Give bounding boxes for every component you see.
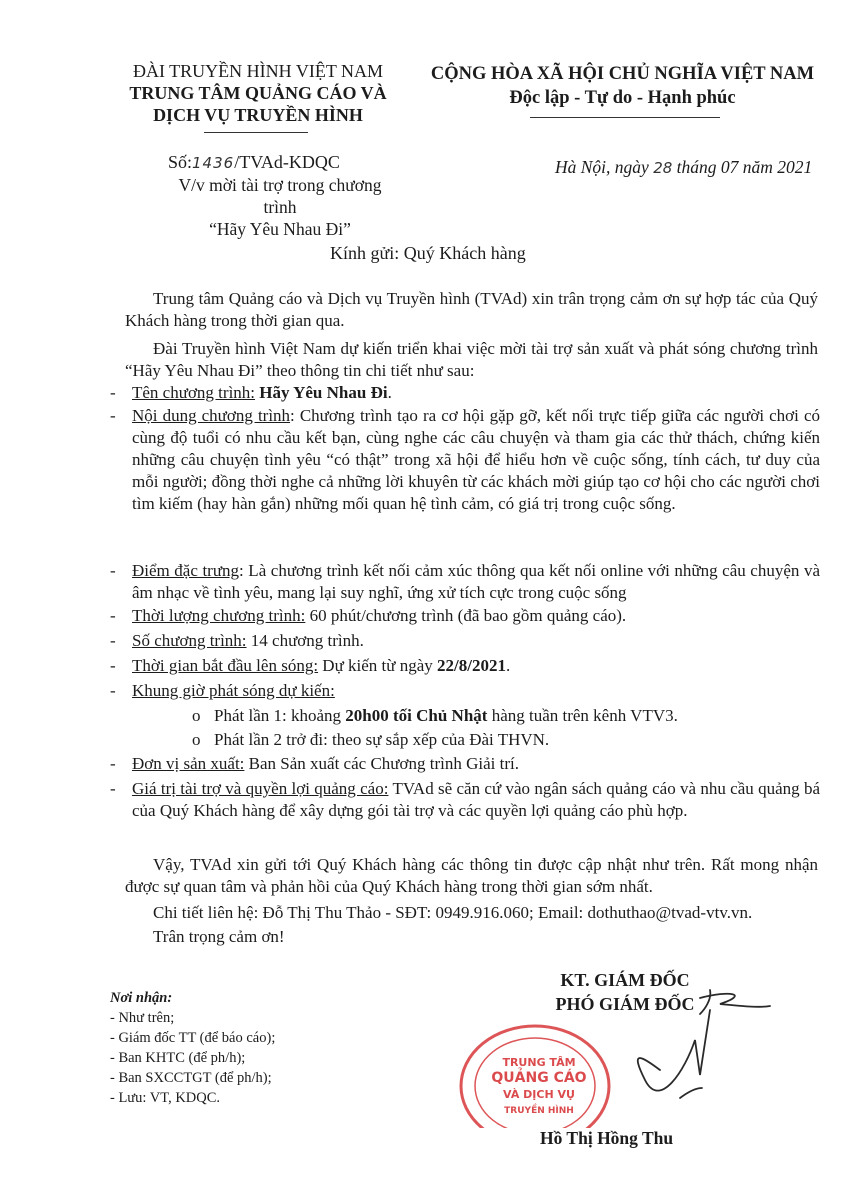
item-label: Thời lượng chương trình:: [132, 606, 306, 625]
doc-number-prefix: Số:: [168, 152, 193, 172]
item-label: Tên chương trình:: [132, 383, 256, 402]
item-broadcast-slot: [110, 680, 820, 702]
date-day-handwritten: 28: [653, 159, 673, 177]
item-label: Đơn vị sản xuất:: [132, 754, 245, 773]
recipient-item: - Như trên;: [110, 1010, 175, 1026]
issuer-name-line1: TRUNG TÂM QUẢNG CÁO VÀ: [129, 83, 387, 103]
dash: -: [110, 561, 116, 580]
item-label: Điểm đặc trưng: [132, 561, 240, 580]
announcement-paragraph: Đài Truyền hình Việt Nam dự kiến triển khai việc mời tài trợ sản xuất và phát sóng chương trình “Hãy Yêu Nhau Đi” theo thông tin chi tiết như sau:: [125, 339, 818, 380]
thanks-line: Trân trọng cảm ơn!: [153, 927, 285, 946]
dash: -: [110, 606, 116, 625]
item-program-content: [110, 405, 820, 515]
date-line: [555, 157, 812, 178]
item-value: Dự kiến từ ngày: [318, 656, 438, 675]
signatory-line2: PHÓ GIÁM ĐỐC: [555, 994, 695, 1014]
item-label: Số chương trình:: [132, 631, 247, 650]
recipient-item: - Giám đốc TT (để báo cáo);: [110, 1030, 276, 1046]
item-program-name: [110, 382, 820, 404]
slot-repeat-airing: [192, 729, 549, 751]
issuer-parent: ĐÀI TRUYỀN HÌNH VIỆT NAM: [133, 61, 383, 81]
bullet-circle: o: [192, 706, 201, 725]
recipient-item: - Ban KHTC (để ph/h);: [110, 1050, 246, 1066]
doc-number-handwritten: 1436: [192, 154, 235, 172]
item-value: Ban Sản xuất các Chương trình Giải trí.: [244, 754, 519, 773]
stamp-text: TRUYỀN HÌNH: [504, 1106, 574, 1116]
slot-text-end: hàng tuần trên kênh VTV3.: [487, 706, 678, 725]
item-feature: [110, 560, 820, 604]
greeting: Kính gửi: Quý Khách hàng: [330, 243, 526, 263]
signatory-name: Hồ Thị Hồng Thu: [540, 1128, 674, 1148]
dash: -: [110, 681, 116, 700]
item-label: Giá trị tài trợ và quyền lợi quảng cáo:: [132, 779, 389, 798]
subject-line2: “Hãy Yêu Nhau Đi”: [209, 219, 351, 239]
stamp-text: QUẢNG CÁO: [491, 1070, 587, 1086]
item-producer: [110, 753, 820, 775]
recipient-item: - Lưu: VT, KDQC.: [110, 1090, 221, 1106]
subject: [160, 174, 400, 240]
signatory-line1: KT. GIÁM ĐỐC: [560, 970, 690, 990]
handwritten-signature: [600, 980, 780, 1120]
recipients-block: [110, 988, 275, 1108]
punctuation: .: [506, 656, 511, 675]
slot-text: Phát lần 1: khoảng: [214, 706, 346, 725]
contact-line: Chi tiết liên hệ: Đỗ Thị Thu Thảo - SĐT: 0949.916.060; Email: dothuthao@tvad-vtv.vn.: [153, 903, 753, 922]
item-start-date: [110, 655, 820, 677]
item-episodes: [110, 630, 820, 652]
item-sponsorship-value: [110, 778, 820, 822]
national-motto: [420, 62, 825, 110]
recipient-item: - Ban SXCCTGT (để ph/h);: [110, 1070, 272, 1086]
intro-paragraph: Trung tâm Quảng cáo và Dịch vụ Truyền hình (TVAd) xin trân trọng cảm ơn sự hợp tác của Quý Khách hàng trong thời gian qua.: [125, 289, 818, 330]
closing-paragraph: Vậy, TVAd xin gửi tới Quý Khách hàng các thông tin được cập nhật như trên. Rất mong nhận được sự quan tâm và phản hồi của Quý Khách hàng trong thời gian sớm nhất.: [125, 855, 818, 896]
dash: -: [110, 779, 116, 798]
slot-time: 20h00 tối Chủ Nhật: [345, 706, 488, 725]
date-prefix: Hà Nội, ngày: [555, 157, 654, 177]
item-value: TVAd sẽ căn cứ vào ngân sách quảng cáo và nhu cầu quảng bá của Quý Khách hàng để xây dựng gói tài trợ và các quyền lợi quảng cáo phù hợp.: [132, 779, 820, 820]
slot-text: Phát lần 2 trở đi: theo sự sắp xếp của Đài THVN.: [214, 730, 550, 749]
item-label: Khung giờ phát sóng dự kiến:: [132, 681, 335, 700]
item-duration: [110, 605, 820, 627]
item-label: Nội dung chương trình: [132, 406, 291, 425]
red-seal-stamp: [455, 1018, 615, 1128]
start-date: 22/8/2021: [437, 656, 506, 675]
slot-first-airing: [192, 705, 678, 727]
issuer-block: [108, 60, 408, 126]
issuer-underline: [204, 132, 308, 133]
bullet-circle: o: [192, 730, 201, 749]
item-label: Thời gian bắt đầu lên sóng:: [132, 656, 319, 675]
dash: -: [110, 754, 116, 773]
dash: -: [110, 383, 116, 402]
program-name: Hãy Yêu Nhau Đi: [259, 383, 388, 402]
dash: -: [110, 406, 116, 425]
punctuation: .: [387, 383, 392, 402]
item-value: : Là chương trình kết nối cảm xúc thông qua kết nối online với những câu chuyện và âm nhạc về tình yêu, mang lại suy nghĩ, ứng xử tích cực trong cuộc sống: [132, 561, 820, 602]
dash: -: [110, 631, 116, 650]
document-number: [168, 152, 340, 173]
doc-number-suffix: /TVAd-KDQC: [234, 152, 340, 172]
nation-name: CỘNG HÒA XÃ HỘI CHỦ NGHĨA VIỆT NAM: [430, 64, 815, 84]
subject-line1: V/v mời tài trợ trong chương trình: [178, 175, 382, 217]
item-value: 14 chương trình.: [246, 631, 364, 650]
stamp-text: TRUNG TÂM: [502, 1056, 576, 1069]
item-value: 60 phút/chương trình (đã bao gồm quảng cáo).: [305, 606, 627, 625]
recipients-title: Nơi nhận:: [110, 990, 173, 1006]
dash: -: [110, 656, 116, 675]
date-suffix: tháng 07 năm 2021: [672, 157, 813, 177]
issuer-name-line2: DỊCH VỤ TRUYỀN HÌNH: [153, 105, 363, 125]
stamp-text: VÀ DỊCH VỤ: [503, 1088, 575, 1101]
item-value: : Chương trình tạo ra cơ hội gặp gỡ, kết nối trực tiếp giữa các người chơi có cùng độ tuổi có nhu cầu kết bạn, cùng nghe các câu chuyện và tham gia các thử thách, chứng kiến những câu chuyện tình yêu “có thật” trong xã hội để hiểu hơn về cuộc sống, tính cách, tư duy của mỗi người; đồng thời nghe cả những lời khuyên từ các khách mời giúp tạo cơ hội cho các người chơi tìm kiếm (hay hàn gắn) những mối quan hệ tình cảm, có giá trị trong cuộc sống.: [132, 406, 820, 513]
motto: Độc lập - Tự do - Hạnh phúc: [509, 88, 736, 108]
motto-underline: [530, 117, 720, 118]
